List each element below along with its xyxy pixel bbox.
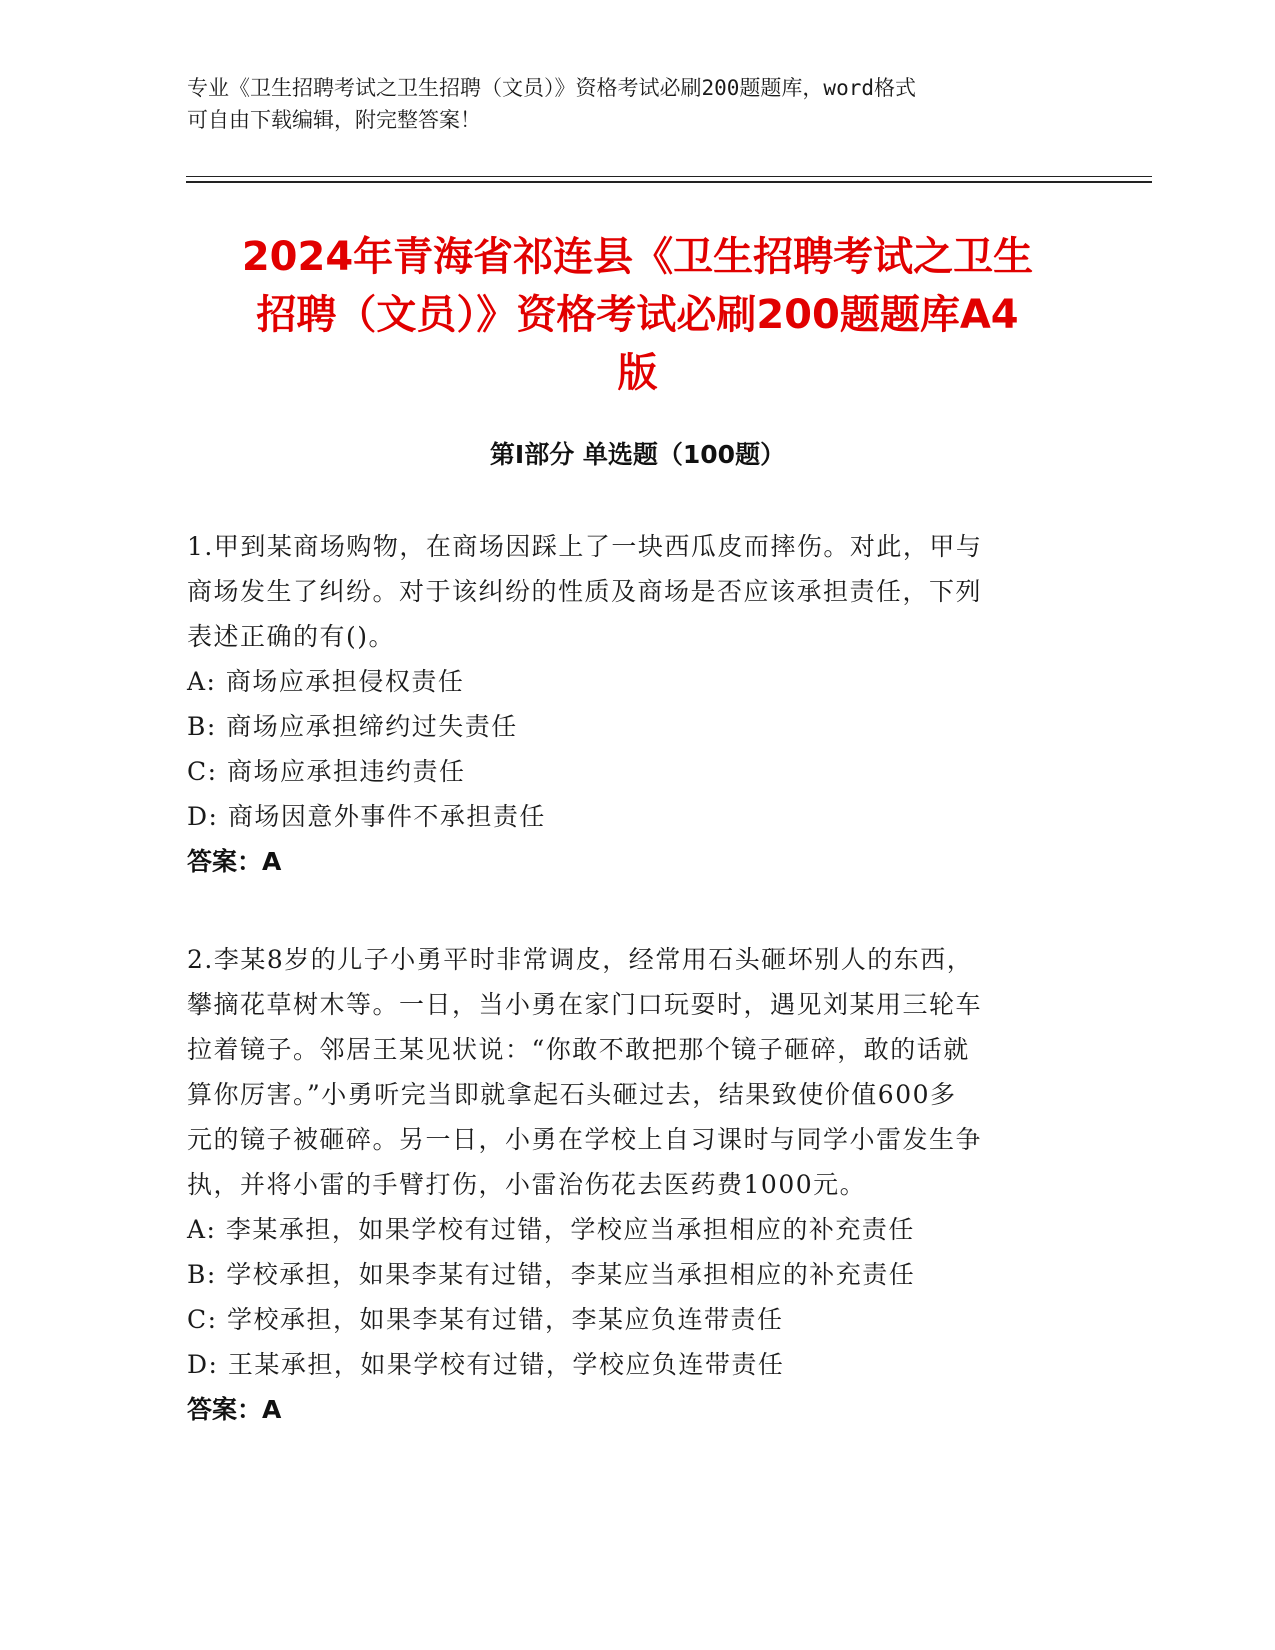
question-stem-line: 执，并将小雷的手臂打伤，小雷治伤花去医药费1000元。 [187,1170,867,1199]
option-d: D: 王某承担，如果学校有过错，学校应负连带责任 [187,1350,785,1379]
question-stem-line: 1.甲到某商场购物，在商场因踩上了一块西瓜皮而摔伤。对此，甲与 [187,532,983,561]
question-stem-line: 元的镜子被砸碎。另一日，小勇在学校上自习课时与同学小雷发生争 [187,1125,983,1154]
option-b: B: 学校承担，如果李某有过错，李某应当承担相应的补充责任 [187,1260,916,1289]
header-divider-thin [186,176,1152,177]
answer-line: 答案：A [187,1395,282,1424]
option-d: D: 商场因意外事件不承担责任 [187,802,546,831]
question-2 [187,937,1067,1432]
option-a: A: 李某承担，如果学校有过错，学校应当承担相应的补充责任 [187,1215,915,1244]
header-note [187,72,1067,136]
header-divider-thick [186,181,1152,183]
answer-line: 答案：A [187,847,282,876]
header-note-line-1: 专业《卫生招聘考试之卫生招聘（文员）》资格考试必刷200题题库，word格式 [187,76,916,100]
question-stem-line: 2.李某8岁的儿子小勇平时非常调皮，经常用石头砸坏别人的东西， [187,945,974,974]
document-title [150,228,1125,402]
option-a: A: 商场应承担侵权责任 [187,667,465,696]
title-line-2: 招聘（文员）》资格考试必刷200题题库A4 [256,292,1019,338]
option-c: C: 学校承担，如果李某有过错，李某应负连带责任 [187,1305,784,1334]
header-note-line-2: 可自由下载编辑，附完整答案！ [187,108,481,132]
option-b: B: 商场应承担缔约过失责任 [187,712,518,741]
option-c: C: 商场应承担违约责任 [187,757,466,786]
section-heading: 第Ⅰ部分 单选题（100题） [489,440,786,469]
title-line-3: 版 [617,350,658,396]
question-stem-line: 算你厉害。”小勇听完当即就拿起石头砸过去，结果致使价值600多 [187,1080,957,1109]
question-stem-line: 拉着镜子。邻居王某见状说：“你敢不敢把那个镜子砸碎，敢的话就 [187,1035,970,1064]
question-1 [187,524,1067,884]
question-stem-line: 表述正确的有()。 [187,622,396,651]
title-line-1: 2024年青海省祁连县《卫生招聘考试之卫生 [241,234,1034,280]
question-stem-line: 商场发生了纠纷。对于该纠纷的性质及商场是否应该承担责任，下列 [187,577,983,606]
question-stem-line: 攀摘花草树木等。一日，当小勇在家门口玩耍时，遇见刘某用三轮车 [187,990,983,1019]
